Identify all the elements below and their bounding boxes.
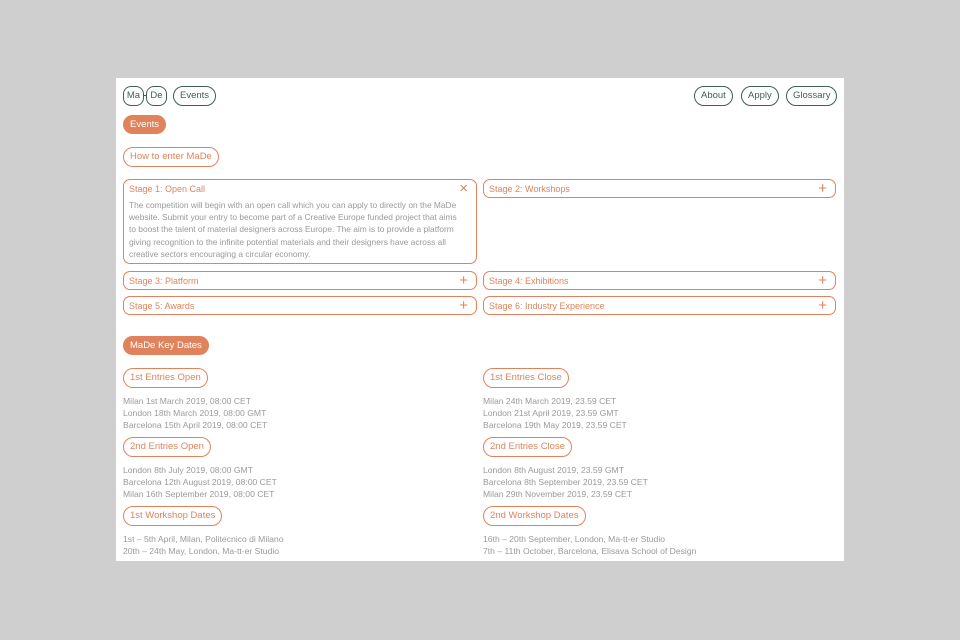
nav-events-button[interactable]: Events [173, 86, 216, 106]
date-list [123, 533, 284, 557]
date-label-2nd-entries-open: 2nd Entries Open [123, 437, 211, 457]
date-list [123, 395, 267, 431]
plus-icon[interactable]: + [459, 297, 468, 314]
stage-description: The competition will begin with an open call which you can apply to directly on the MaDe website. Submit your entry to become part of a Creative Europe funded project that aims to boost the talent of material designers across Europe. The aim is to provide a platform giving recognition to the infinite potential materials and their designers have across all creative sectors encouraging a circular economy. [129, 200, 457, 259]
date-list [483, 395, 627, 431]
made-logo[interactable] [123, 86, 167, 106]
stage-title: Stage 2: Workshops [489, 184, 570, 194]
date-line: London 8th July 2019, 08:00 GMT [123, 465, 253, 475]
stage-title: Stage 5: Awards [129, 301, 195, 311]
date-line: London 21st April 2019, 23.59 GMT [483, 408, 619, 418]
how-to-enter-button[interactable]: How to enter MaDe [123, 147, 219, 167]
date-line: Milan 1st March 2019, 08:00 CET [123, 396, 252, 406]
stage-4-accordion[interactable] [483, 271, 836, 290]
plus-icon[interactable]: + [818, 180, 827, 197]
date-line: Barcelona 15th April 2019, 08:00 CET [123, 420, 268, 430]
date-line: Barcelona 12th August 2019, 08:00 CET [123, 477, 277, 487]
date-line: 20th – 24th May, London, Ma-tt-er Studio [123, 546, 280, 556]
stage-5-accordion[interactable] [123, 296, 477, 315]
date-label-1st-entries-close: 1st Entries Close [483, 368, 569, 388]
stage-6-accordion[interactable] [483, 296, 836, 315]
date-list [483, 464, 648, 500]
stage-3-accordion[interactable] [123, 271, 477, 290]
plus-icon[interactable]: + [459, 272, 468, 289]
nav-about-button[interactable]: About [694, 86, 733, 106]
stage-title: Stage 1: Open Call [129, 184, 206, 194]
plus-icon[interactable]: + [818, 272, 827, 289]
date-label-2nd-workshop-dates: 2nd Workshop Dates [483, 506, 586, 526]
date-list [483, 533, 696, 557]
date-line: Milan 16th September 2019, 08:00 CET [123, 489, 275, 499]
date-line: 7th – 11th October, Barcelona, Elisava School of Design [483, 546, 697, 556]
date-line: Milan 29th November 2019, 23.59 CET [483, 489, 633, 499]
nav-apply-button[interactable]: Apply [741, 86, 779, 106]
stage-title: Stage 3: Platform [129, 276, 199, 286]
date-list [123, 464, 277, 500]
date-label-1st-workshop-dates: 1st Workshop Dates [123, 506, 222, 526]
logo-ma: Ma [123, 86, 144, 106]
stage-2-accordion[interactable] [483, 179, 836, 198]
date-line: London 18th March 2019, 08:00 GMT [123, 408, 267, 418]
section-tag-events: Events [123, 115, 166, 134]
date-line: Barcelona 8th September 2019, 23.59 CET [483, 477, 648, 487]
logo-de: De [146, 86, 167, 106]
date-line: 1st – 5th April, Milan, Politecnico di Milano [123, 534, 284, 544]
date-line: Milan 24th March 2019, 23.59 CET [483, 396, 617, 406]
section-tag-key-dates: MaDe Key Dates [123, 336, 209, 355]
stage-title: Stage 6: Industry Experience [489, 301, 605, 311]
plus-icon[interactable]: + [818, 297, 827, 314]
close-icon[interactable]: × [459, 180, 468, 197]
date-line: London 8th August 2019, 23.59 GMT [483, 465, 624, 475]
date-label-2nd-entries-close: 2nd Entries Close [483, 437, 572, 457]
stage-title: Stage 4: Exhibitions [489, 276, 569, 286]
nav-glossary-button[interactable]: Glossary [786, 86, 837, 106]
stage-1-accordion[interactable] [123, 179, 477, 264]
date-line: 16th – 20th September, London, Ma-tt-er Studio [483, 534, 666, 544]
date-line: Barcelona 19th May 2019, 23.59 CET [483, 420, 627, 430]
page-canvas [116, 78, 844, 561]
date-label-1st-entries-open: 1st Entries Open [123, 368, 208, 388]
